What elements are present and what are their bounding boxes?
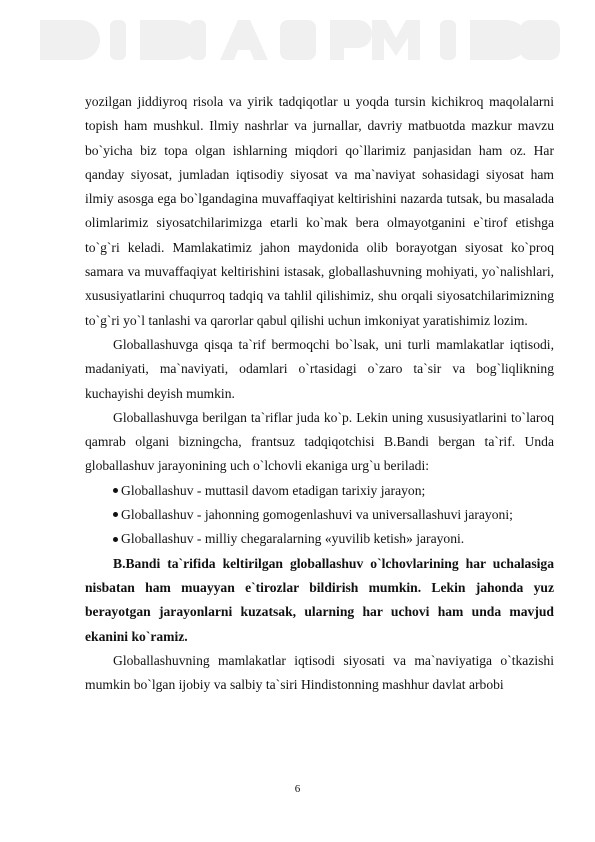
list-item bbox=[85, 479, 554, 503]
paragraph-intro: yozilgan jiddiyroq risola va yirik tadqiqotlar u yoqda tursin kichikroq maqolalarni topish ham mushkul. Ilmiy nashrlar va jurnallar, davriy matbuotda mazkur mavzu bo`yicha biz topa olgan ishlarning miqdori qo`llarimiz panjasidan ham oz. Har qanday siyosat, jumladan iqtisodiy siyosat va ma`naviyat sohasidagi siyosat ham ilmiy asosga ega bo`lgandagina muvaffaqiyat keltirishini nazarda tutsak, bu masalada olimlarimiz siyosatchilarimizga etarli ko`mak bera olmayotganini e`tirof etishga to`g`ri keladi. Mamlakatimiz jahon maydonida olib borayotgan siyosat ko`proq samara va muvaffaqiyat keltirishini istasak, globallashuvning mohiyati, yo`nalishlari, xususiyatlarini chuqurroq tadqiq va tahlil qilishimiz, shu orqali siyosatchilarimizning to`g`ri yo`l tanlashi va qarorlar qabul qilishi uchun imkoniyat yaratishimiz lozim. bbox=[85, 94, 554, 328]
list-item-text: Globallashuv - jahonning gomogenlashuvi va universallashuvi jarayoni; bbox=[121, 507, 513, 523]
paragraph-effects: Globallashuvning mamlakatlar iqtisodi siyosati va ma`naviyatiga o`tkazishi mumkin bo`lgan ijobiy va salbiy ta`siri Hindistonning mashhur davlat arbobi bbox=[85, 652, 554, 693]
list-item bbox=[85, 503, 554, 527]
bullet-icon bbox=[113, 537, 118, 542]
page-number: 6 bbox=[294, 783, 301, 795]
list-item-text: Globallashuv - milliy chegaralarning «yuvilib ketish» jarayoni. bbox=[121, 531, 465, 547]
bullet-icon bbox=[113, 512, 118, 517]
list-item bbox=[85, 527, 554, 551]
paragraph-bold-commentary: B.Bandi ta`rifida keltirilgan globallashuv o`lchovlarining har uchalasiga nisbatan ham muayyan e`tirozlar bildirish mumkin. Lekin jahonda yuz berayotgan jarayonlarni kuzatsak, ularning har uchovi ham unda mavjud ekanini ko`ramiz. bbox=[85, 555, 554, 644]
bullet-icon bbox=[113, 488, 118, 493]
document-body bbox=[85, 90, 554, 697]
paragraph-bandi: Globallashuvga berilgan ta`riflar juda ko`p. Lekin uning xususiyatlarini to`laroq qamrab olgani bizningcha, frantsuz tadqiqotchisi B.Bandi bergan ta`rif. Unda globallashuv jarayonining uch o`lchovli ekaniga urg`u beriladi: bbox=[85, 409, 554, 474]
list-item-text: Globallashuv - muttasil davom etadigan tarixiy jarayon; bbox=[121, 482, 426, 498]
paragraph-definition: Globallashuvga qisqa ta`rif bermoqchi bo`lsak, uni turli mamlakatlar iqtisodi, madaniyati, ma`naviyati, odamlari o`rtasidagi o`zaro ta`sir va bog`liqlikning kuchayishi deyish mumkin. bbox=[85, 336, 554, 401]
